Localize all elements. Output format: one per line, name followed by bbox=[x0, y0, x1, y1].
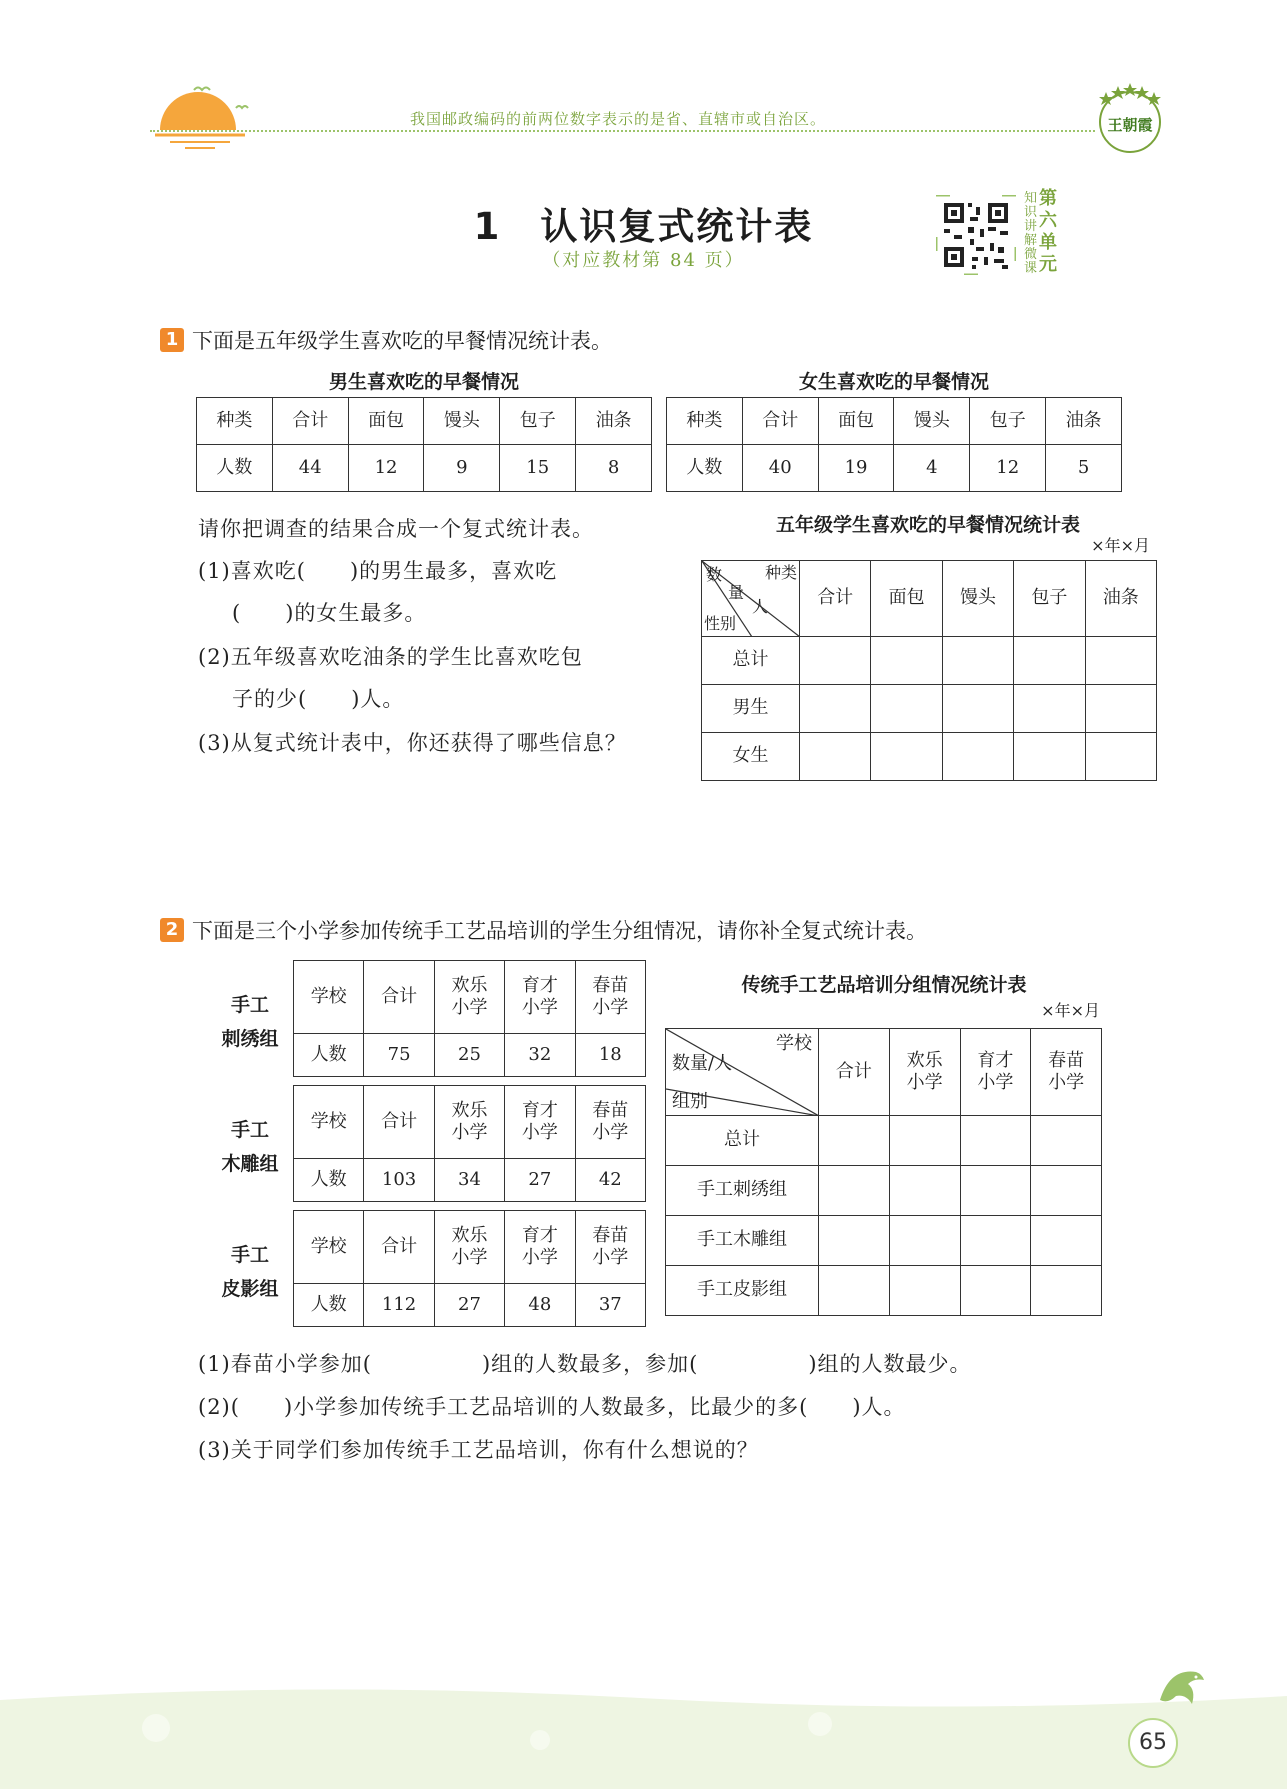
group-label-woodcarving bbox=[208, 1113, 292, 1181]
footer-wave bbox=[0, 1680, 1287, 1789]
school-name-cell: 春苗 小学 bbox=[575, 961, 645, 1034]
combined-craft-row-label: 手工木雕组 bbox=[666, 1216, 819, 1266]
boys-header-cell: 油条 bbox=[576, 398, 652, 445]
blank-cell[interactable] bbox=[1085, 733, 1156, 781]
group-label-line: 皮影组 bbox=[221, 1278, 279, 1300]
group-label-line: 手工 bbox=[230, 994, 269, 1016]
girls-header-cell: 面包 bbox=[818, 398, 894, 445]
combined-breakfast-col: 合计 bbox=[800, 561, 871, 637]
value-cell: 103 bbox=[364, 1159, 434, 1202]
blank-cell[interactable] bbox=[1085, 637, 1156, 685]
blank-cell[interactable] bbox=[871, 637, 942, 685]
blank-cell[interactable] bbox=[1031, 1216, 1102, 1266]
blank-cell[interactable] bbox=[889, 1166, 960, 1216]
girls-header-cell: 包子 bbox=[970, 398, 1046, 445]
girls-table-caption: 女生喜欢吃的早餐情况 bbox=[798, 371, 989, 393]
q2-number: 2 bbox=[160, 918, 184, 942]
combined-breakfast-col: 馒头 bbox=[942, 561, 1013, 637]
combined-breakfast-table bbox=[701, 560, 1157, 781]
blank-cell[interactable] bbox=[1031, 1116, 1102, 1166]
sunset-decoration bbox=[150, 80, 260, 155]
blank-cell[interactable] bbox=[889, 1116, 960, 1166]
combined-craft-row-label: 手工刺绣组 bbox=[666, 1166, 819, 1216]
q1-sub1-line1: (1)喜欢吃( )的男生最多，喜欢吃 bbox=[198, 559, 558, 583]
boys-value: 15 bbox=[500, 445, 576, 492]
blank-cell[interactable] bbox=[960, 1116, 1031, 1166]
unit-char: 单 bbox=[1039, 232, 1058, 253]
combined-craft-date: ×年×月 bbox=[1041, 1001, 1100, 1020]
small-header-cell: 学校 bbox=[294, 1086, 364, 1159]
value-cell: 18 bbox=[575, 1034, 645, 1077]
combined-craft-col: 合计 bbox=[819, 1029, 890, 1116]
header-tip: 我国邮政编码的前两位数字表示的是省、直辖市或自治区。 bbox=[410, 110, 827, 128]
group-label-embroidery bbox=[208, 988, 292, 1056]
school-name-cell: 春苗 小学 bbox=[575, 1086, 645, 1159]
value-cell: 27 bbox=[434, 1284, 504, 1327]
corner-bottom: 组别 bbox=[672, 1090, 708, 1112]
q2-sub1: (1)春苗小学参加( )组的人数最多，参加( )组的人数最少。 bbox=[198, 1352, 972, 1376]
boys-table-caption: 男生喜欢吃的早餐情况 bbox=[328, 371, 519, 393]
q1-stem bbox=[160, 325, 612, 355]
row-label: 人数 bbox=[294, 1159, 364, 1202]
value-cell: 34 bbox=[434, 1159, 504, 1202]
q1-stem-text: 下面是五年级学生喜欢吃的早餐情况统计表。 bbox=[192, 329, 612, 353]
blank-cell[interactable] bbox=[942, 685, 1013, 733]
corner-mid: 数量/人 bbox=[672, 1053, 733, 1074]
school-name-cell: 育才 小学 bbox=[505, 961, 575, 1034]
combined-craft-row-label: 手工皮影组 bbox=[666, 1266, 819, 1316]
school-name-cell: 欢乐 小学 bbox=[434, 961, 504, 1034]
blank-cell[interactable] bbox=[1085, 685, 1156, 733]
q2-sub3: (3)关于同学们参加传统手工艺品培训，你有什么想说的？ bbox=[198, 1438, 759, 1462]
girls-value: 12 bbox=[970, 445, 1046, 492]
micro-char: 解 bbox=[1024, 233, 1038, 248]
small-header-cell: 合计 bbox=[364, 1211, 434, 1284]
blank-cell[interactable] bbox=[871, 685, 942, 733]
boys-header-cell: 面包 bbox=[348, 398, 424, 445]
woodcarving-table bbox=[293, 1085, 646, 1202]
value-cell: 112 bbox=[364, 1284, 434, 1327]
blank-cell[interactable] bbox=[942, 733, 1013, 781]
corner-top: 种类 bbox=[764, 563, 797, 582]
value-cell: 25 bbox=[434, 1034, 504, 1077]
school-name-cell: 春苗 小学 bbox=[575, 1211, 645, 1284]
girls-header-cell: 馒头 bbox=[894, 398, 970, 445]
q1-number: 1 bbox=[160, 328, 184, 352]
corner-mid2: 量 bbox=[728, 583, 745, 602]
blank-cell[interactable] bbox=[1031, 1266, 1102, 1316]
girls-header-cell: 油条 bbox=[1046, 398, 1122, 445]
boys-header-cell: 包子 bbox=[500, 398, 576, 445]
girls-header-cell: 种类 bbox=[667, 398, 743, 445]
value-cell: 42 bbox=[575, 1159, 645, 1202]
boys-header-cell: 馒头 bbox=[424, 398, 500, 445]
unit-char: 元 bbox=[1039, 254, 1058, 275]
combined-breakfast-corner bbox=[702, 561, 800, 637]
combined-breakfast-col: 油条 bbox=[1085, 561, 1156, 637]
combined-breakfast-row-label: 女生 bbox=[702, 733, 800, 781]
girls-row-label: 人数 bbox=[667, 445, 743, 492]
page-title: 1 认识复式统计表 bbox=[473, 205, 814, 248]
blank-cell[interactable] bbox=[960, 1266, 1031, 1316]
blank-cell[interactable] bbox=[800, 637, 871, 685]
micro-char: 微 bbox=[1024, 247, 1038, 262]
micro-char: 识 bbox=[1024, 205, 1038, 220]
combined-breakfast-col: 包子 bbox=[1014, 561, 1085, 637]
group-label-line: 手工 bbox=[230, 1119, 269, 1141]
boys-value: 8 bbox=[576, 445, 652, 492]
brand-logo bbox=[1090, 80, 1170, 160]
blank-cell[interactable] bbox=[800, 685, 871, 733]
q2-stem bbox=[160, 915, 927, 945]
blank-cell[interactable] bbox=[1014, 637, 1085, 685]
blank-cell[interactable] bbox=[1031, 1166, 1102, 1216]
boys-value: 44 bbox=[272, 445, 348, 492]
blank-cell[interactable] bbox=[960, 1166, 1031, 1216]
blank-cell[interactable] bbox=[889, 1266, 960, 1316]
boys-header-cell: 种类 bbox=[197, 398, 273, 445]
school-name-cell: 欢乐 小学 bbox=[434, 1086, 504, 1159]
girls-value: 19 bbox=[818, 445, 894, 492]
unit-char: 六 bbox=[1039, 210, 1058, 231]
combined-craft-col: 育才 小学 bbox=[960, 1029, 1031, 1116]
girls-header-cell: 合计 bbox=[742, 398, 818, 445]
row-label: 人数 bbox=[294, 1034, 364, 1077]
combined-breakfast-row-label: 总计 bbox=[702, 637, 800, 685]
blank-cell[interactable] bbox=[1014, 733, 1085, 781]
combined-craft-corner bbox=[666, 1029, 819, 1116]
combined-craft-row-label: 总计 bbox=[666, 1116, 819, 1166]
qr-side-label bbox=[1024, 188, 1064, 284]
boys-value: 9 bbox=[424, 445, 500, 492]
value-cell: 27 bbox=[505, 1159, 575, 1202]
qr-code-icon[interactable] bbox=[936, 195, 1016, 275]
combined-breakfast-caption: 五年级学生喜欢吃的早餐情况统计表 bbox=[775, 514, 1080, 536]
girls-value: 4 bbox=[894, 445, 970, 492]
embroidery-table bbox=[293, 960, 646, 1077]
unit-char: 第 bbox=[1039, 188, 1058, 209]
corner-mid1: 数 bbox=[706, 565, 723, 584]
value-cell: 75 bbox=[364, 1034, 434, 1077]
value-cell: 48 bbox=[505, 1284, 575, 1327]
group-label-line: 手工 bbox=[230, 1244, 269, 1266]
corner-top: 学校 bbox=[776, 1033, 812, 1054]
blank-cell[interactable] bbox=[871, 733, 942, 781]
dolphin-icon bbox=[1150, 1660, 1210, 1720]
row-label: 人数 bbox=[294, 1284, 364, 1327]
logo-text: 王朝霞 bbox=[1107, 116, 1153, 134]
combined-craft-table bbox=[665, 1028, 1102, 1316]
q1-instruction: 请你把调查的结果合成一个复式统计表。 bbox=[198, 517, 594, 541]
corner-mid3: 人 bbox=[752, 597, 769, 616]
small-header-cell: 合计 bbox=[364, 961, 434, 1034]
blank-cell[interactable] bbox=[819, 1116, 890, 1166]
q2-stem-text: 下面是三个小学参加传统手工艺品培训的学生分组情况，请你补全复式统计表。 bbox=[192, 919, 927, 943]
boys-table bbox=[196, 397, 652, 492]
blank-cell[interactable] bbox=[942, 637, 1013, 685]
corner-bottom: 性别 bbox=[704, 614, 737, 633]
girls-value: 40 bbox=[742, 445, 818, 492]
girls-value: 5 bbox=[1046, 445, 1122, 492]
blank-cell[interactable] bbox=[889, 1216, 960, 1266]
blank-cell[interactable] bbox=[819, 1216, 890, 1266]
small-header-cell: 学校 bbox=[294, 1211, 364, 1284]
girls-table bbox=[666, 397, 1122, 492]
combined-breakfast-col: 面包 bbox=[871, 561, 942, 637]
boys-header-cell: 合计 bbox=[272, 398, 348, 445]
school-name-cell: 欢乐 小学 bbox=[434, 1211, 504, 1284]
boys-value: 12 bbox=[348, 445, 424, 492]
small-header-cell: 学校 bbox=[294, 961, 364, 1034]
school-name-cell: 育才 小学 bbox=[505, 1086, 575, 1159]
blank-cell[interactable] bbox=[960, 1216, 1031, 1266]
header-dotted-line bbox=[150, 130, 1095, 132]
blank-cell[interactable] bbox=[800, 733, 871, 781]
micro-char: 讲 bbox=[1024, 219, 1038, 234]
blank-cell[interactable] bbox=[819, 1266, 890, 1316]
combined-craft-col: 欢乐 小学 bbox=[889, 1029, 960, 1116]
combined-craft-col: 春苗 小学 bbox=[1031, 1029, 1102, 1116]
combined-breakfast-date: ×年×月 bbox=[1091, 536, 1150, 555]
page-number: 65 bbox=[1128, 1718, 1178, 1768]
group-label-shadowpuppet bbox=[208, 1238, 292, 1306]
combined-craft-caption: 传统手工艺品培训分组情况统计表 bbox=[741, 974, 1027, 996]
page-subtitle: （对应教材第 84 页） bbox=[542, 250, 745, 271]
blank-cell[interactable] bbox=[819, 1166, 890, 1216]
small-header-cell: 合计 bbox=[364, 1086, 434, 1159]
q1-sub3: (3)从复式统计表中，你还获得了哪些信息？ bbox=[198, 731, 627, 755]
shadowpuppet-table bbox=[293, 1210, 646, 1327]
boys-row-label: 人数 bbox=[197, 445, 273, 492]
q1-sub1-line2: ( )的女生最多。 bbox=[232, 601, 427, 625]
blank-cell[interactable] bbox=[1014, 685, 1085, 733]
combined-breakfast-row-label: 男生 bbox=[702, 685, 800, 733]
micro-char: 课 bbox=[1024, 261, 1038, 276]
q1-sub2-line1: (2)五年级喜欢吃油条的学生比喜欢吃包 bbox=[198, 645, 583, 669]
value-cell: 32 bbox=[505, 1034, 575, 1077]
school-name-cell: 育才 小学 bbox=[505, 1211, 575, 1284]
value-cell: 37 bbox=[575, 1284, 645, 1327]
group-label-line: 刺绣组 bbox=[221, 1028, 279, 1050]
group-label-line: 木雕组 bbox=[221, 1153, 279, 1175]
q1-sub2-line2: 子的少( )人。 bbox=[232, 687, 405, 711]
micro-char: 知 bbox=[1024, 191, 1038, 206]
q2-sub2: (2)( )小学参加传统手工艺品培训的人数最多，比最少的多( )人。 bbox=[198, 1395, 906, 1419]
